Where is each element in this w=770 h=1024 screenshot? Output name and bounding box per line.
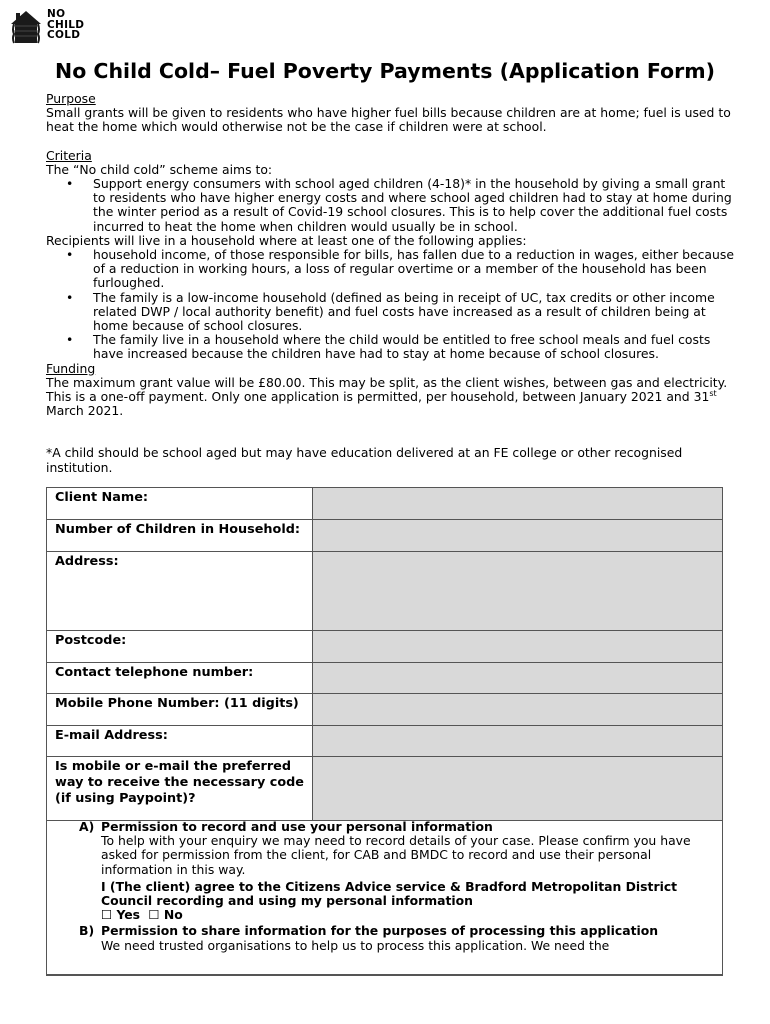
email-field[interactable] xyxy=(313,726,723,757)
postcode-field[interactable] xyxy=(313,631,723,663)
postcode-label: Postcode: xyxy=(47,631,313,663)
mobile-label: Mobile Phone Number: (11 digits) xyxy=(47,694,313,726)
house-logo-icon xyxy=(10,10,42,44)
list-item: • household income, of those responsible for bills, has fallen due to a reduction in wages, either because of a reduction in working hours, a loss of regular overtime or a member of the household has been furloughed. xyxy=(46,248,736,291)
children-count-field[interactable] xyxy=(313,520,723,552)
contact-phone-field[interactable] xyxy=(313,663,723,694)
purpose-heading: Purpose xyxy=(46,91,96,106)
consent-no-checkbox[interactable]: ☐ xyxy=(148,907,160,923)
logo xyxy=(10,8,100,48)
permission-b: B) Permission to share information for the purposes of processing this application We need trusted organisations to help us to process this application. We need the xyxy=(79,924,719,952)
permission-a-heading: Permission to record and use your personal information xyxy=(101,819,493,834)
permission-a: A) Permission to record and use your personal information To help with your enquiry we may need to record details of your case. Please confirm you have asked for permission from the client, for CAB and BMDC to record and use their personal information in this way. I (The client) agree to the Citizens Advice service & Bradford Metropolitan District Council recording and using my personal information ☐ Yes ☐ No xyxy=(79,820,719,922)
funding-text: The maximum grant value will be £80.00. This may be split, as the client wishes, between gas and electricity. This is a one-off payment. Only one application is permitted, per household, between January 2021 and 31st March 2021. xyxy=(46,374,728,419)
criteria-intro: The “No child cold” scheme aims to: xyxy=(46,161,273,177)
permission-a-agreement: I (The client) agree to the Citizens Advice service & Bradford Metropolitan District Council recording and using my personal information xyxy=(101,878,678,909)
permissions-section xyxy=(46,819,723,976)
purpose-text: Small grants will be given to residents who have higher fuel bills because children are at home; fuel is used to heat the home which would otherwise not be the case if children were at school. xyxy=(46,105,731,135)
criteria-heading: Criteria xyxy=(46,147,92,163)
logo-wordmark: NO CHILD COLD xyxy=(47,8,85,41)
permission-b-heading: Permission to share information for the purposes of processing this application xyxy=(101,923,659,939)
email-label: E-mail Address: xyxy=(47,726,313,757)
children-count-label: Number of Children in Household: xyxy=(47,520,313,552)
recipients-list xyxy=(46,248,736,362)
contact-phone-label: Contact telephone number: xyxy=(47,663,313,694)
recipients-intro: Recipients will live in a household where at least one of the following applies: xyxy=(46,232,527,248)
mobile-field[interactable] xyxy=(313,694,723,726)
list-item: • The family is a low-income household (defined as being in receipt of UC, tax credits or other income related DWP / local authority benefit) and fuel costs have increased as a result of children being at home because of school closures. xyxy=(46,291,736,334)
consent-no-label: No xyxy=(163,907,183,923)
list-item: • The family live in a household where the child would be entitled to free school meals and fuel costs have increased because the children have had to stay at home because of school closures. xyxy=(46,333,736,361)
footnote: *A child should be school aged but may have education delivered at an FE college or other recognised institution. xyxy=(46,445,683,475)
consent-yes-checkbox[interactable]: ☐ xyxy=(101,907,113,923)
address-field[interactable] xyxy=(313,552,723,631)
form-introduction xyxy=(46,92,736,475)
permission-b-text: We need trusted organisations to help us to process this application. We need the xyxy=(101,937,610,953)
funding-heading: Funding xyxy=(46,360,96,376)
address-label: Address: xyxy=(47,552,313,631)
permission-a-text: To help with your enquiry we may need to record details of your case. Please confirm you have asked for permission from the client, for CAB and BMDC to record and use their personal information in this way. xyxy=(101,833,691,877)
list-item: • Support energy consumers with school aged children (4-18)* in the household by giving a small grant to residents who have higher energy costs and where school aged children had to stay at home during the winter period as a result of Covid-19 school closures. This is to help cover the additional fuel costs incurred to heat the home when children would usually be in school. xyxy=(46,177,736,234)
consent-yes-label: Yes xyxy=(116,907,141,923)
client-name-field[interactable] xyxy=(313,488,723,520)
page-title: No Child Cold– Fuel Poverty Payments (Application Form) xyxy=(55,59,715,83)
client-name-label: Client Name: xyxy=(47,488,313,520)
consent-options xyxy=(101,908,719,922)
preferred-contact-field[interactable] xyxy=(313,757,723,821)
preferred-contact-label: Is mobile or e-mail the preferred way to receive the necessary code (if using Paypoint)? xyxy=(47,757,313,821)
application-form-table xyxy=(46,487,723,821)
aims-list xyxy=(46,177,736,234)
